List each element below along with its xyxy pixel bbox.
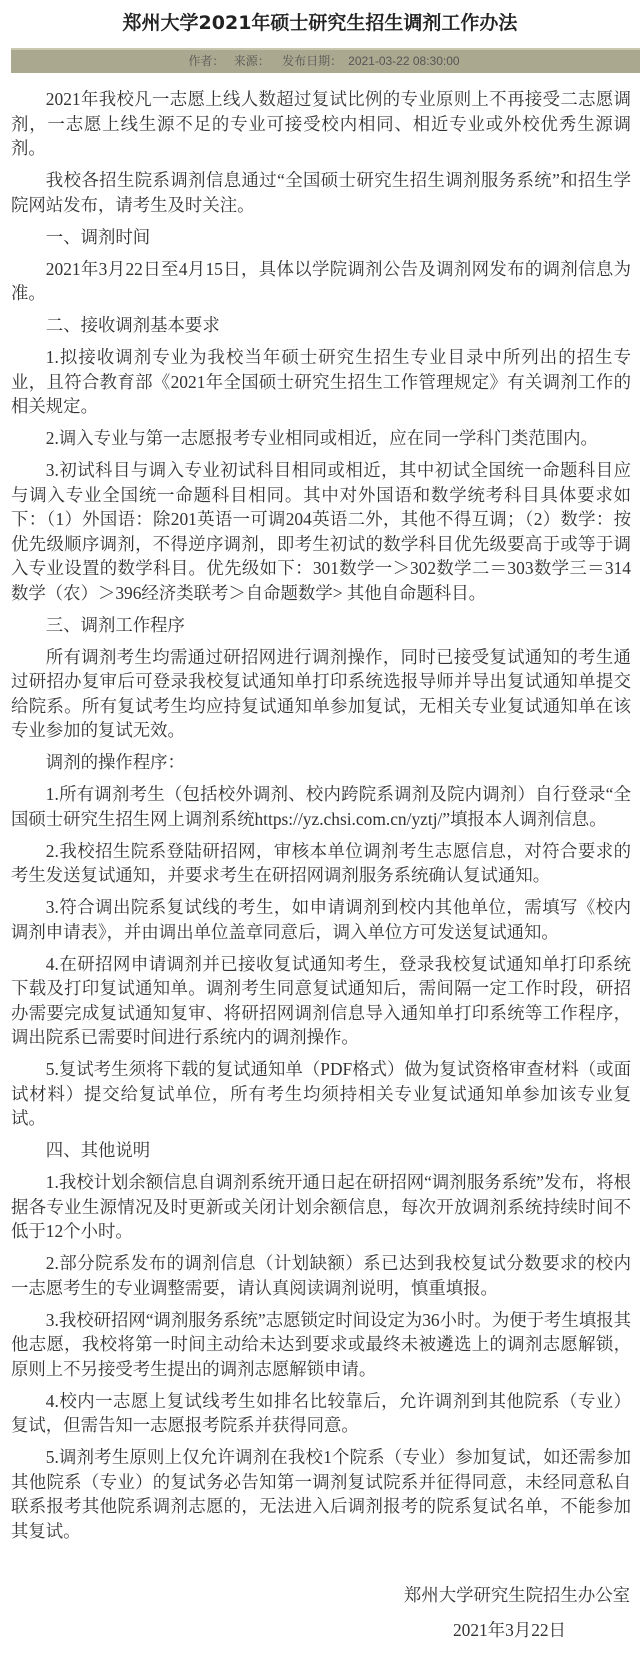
paragraph: 4.校内一志愿上复试线考生如排名比较靠后，允许调剂到其他院系（专业）复试，但需告知一志愿报考院系并获得同意。 [11, 1390, 631, 1435]
section-heading: 三、调剂工作程序 [45, 614, 185, 635]
signature-office: 郑州大学研究生院招生办公室 [403, 1585, 630, 1605]
paragraph: 2.部分院系发布的调剂信息（计划缺额）系已达到我校复试分数要求的校内一志愿考生的专业调整需要，请认真阅读调剂说明，慎重填报。 [11, 1253, 631, 1298]
paragraph: 3.我校研招网“调剂服务系统”志愿锁定时间设定为36小时。为便于考生填报其他志愿，我校将第一时间主动给未达到要求或最终未被遴选上的调剂志愿解锁，原则上不另接受考生提出的调剂志愿解锁申请。 [11, 1309, 631, 1379]
paragraph: 2.调入专业与第一志愿报考专业相同或相近，应在同一学科门类范围内。 [45, 428, 598, 448]
paragraph: 1.拟接收调剂专业为我校当年硕士研究生招生专业目录中所列出的招生专业，且符合教育部《2021年全国硕士研究生招生工作管理规定》有关调剂工作的相关规定。 [11, 347, 631, 416]
source-label: 来源： [233, 54, 270, 68]
article-body [0, 73, 640, 1543]
publish-date-label [279, 54, 462, 68]
section-heading: 二、接收调剂基本要求 [45, 315, 220, 335]
signature-date: 2021年3月22日 [452, 1619, 566, 1640]
section-heading: 四、其他说明 [45, 1140, 151, 1160]
signature-block [0, 1583, 630, 1642]
paragraph: 1.所有调剂考生（包括校外调剂、校内跨院系调剂及院内调剂）自行登录“全国硕士研究生招生网上调剂系统https://yz.chsi.com.cn/yztj/”填报本人调剂信息。 [11, 784, 631, 829]
paragraph: 3.初试科目与调入专业初试科目相同或相近，其中初试全国统一命题科目应与调入专业全国统一命题科目相同。其中对外国语和数学统考科目具体要求如下：（1）外国语：除201英语一可调204英语二外，其他不得互调；（2）数学：按优先级顺序调剂，不得逆序调剂，即考生初试的数学科目优先级要高于或等于调入专业设置的数学科目。优先级如下：301数学一＞302数学二＝303数学三＝314数学（农）＞396经济类联考＞自命题数学> 其他自命题科目。 [11, 460, 631, 603]
paragraph: 2021年我校凡一志愿上线人数超过复试比例的专业原则上不再接受二志愿调剂，一志愿上线生源不足的专业可接受校内相同、相近专业或外校优秀生源调剂。 [11, 89, 631, 158]
article-title: 郑州大学2021年硕士研究生招生调剂工作办法 [122, 12, 518, 34]
paragraph: 5.复试考生须将下载的复试通知单（PDF格式）做为复试资格审查材料（或面试材料）提交给复试单位，所有考生均须持相关专业复试通知单参加该专业复试。 [11, 1059, 631, 1128]
paragraph: 3.符合调出院系复试线的考生，如申请调剂到校内其他单位，需填写《校内调剂申请表》，并由调出单位盖章同意后，调入单位方可发送复试通知。 [11, 897, 631, 942]
paragraph: 4.在研招网申请调剂并已接收复试通知考生，登录我校复试通知单打印系统下载及打印复试通知单。调剂考生同意复试通知后，需间隔一定工作时段，研招办需要完成复试通知复审、将研招网调剂信息导入通知单打印系统等工作程序，调出院系已需要时间进行系统内的调剂操作。 [11, 953, 631, 1047]
paragraph: 调剂的操作程序： [45, 752, 185, 772]
paragraph: 5.调剂考生原则上仅允许调剂在我校1个院系（专业）参加复试，如还需参加其他院系（专业）的复试务必告知第一调剂复试院系并征得同意，未经同意私自联系报考其他院系调剂志愿的，无法进入后调剂报考的院系复试名单，不能参加其复试。 [11, 1447, 631, 1541]
paragraph: 1.我校计划余额信息自调剂系统开通日起在研招网“调剂服务系统”发布，将根据各专业生源情况及时更新或关闭计划余额信息，每次开放调剂系统持续时间不低于12个小时。 [11, 1172, 631, 1241]
author-label: 作者： [188, 54, 225, 68]
paragraph: 2021年3月22日至4月15日，具体以学院调剂公告及调剂网发布的调剂信息为准。 [11, 258, 631, 303]
article-meta-bar [11, 48, 640, 73]
paragraph: 我校各招生院系调剂信息通过“全国硕士研究生招生调剂服务系统”和招生学院网站发布，请考生及时关注。 [11, 170, 631, 215]
section-heading: 一、调剂时间 [45, 226, 151, 247]
paragraph: 2.我校招生院系登陆研招网，审核本单位调剂考生志愿信息，对符合要求的考生发送复试通知，并要求考生在研招网调剂服务系统确认复试通知。 [11, 840, 631, 885]
paragraph: 所有调剂考生均需通过研招网进行调剂操作，同时已接受复试通知的考生通过研招办复审后可登录我校复试通知单打印系统选报导师并导出复试通知单提交给院系。所有复试考生均应持复试通知单参加复试，无相关专业复试通知单在该专业参加的复试无效。 [11, 646, 631, 740]
date-value: 2021-03-22 08:30:00 [348, 54, 460, 68]
date-label-text: 发布日期： [282, 54, 343, 68]
